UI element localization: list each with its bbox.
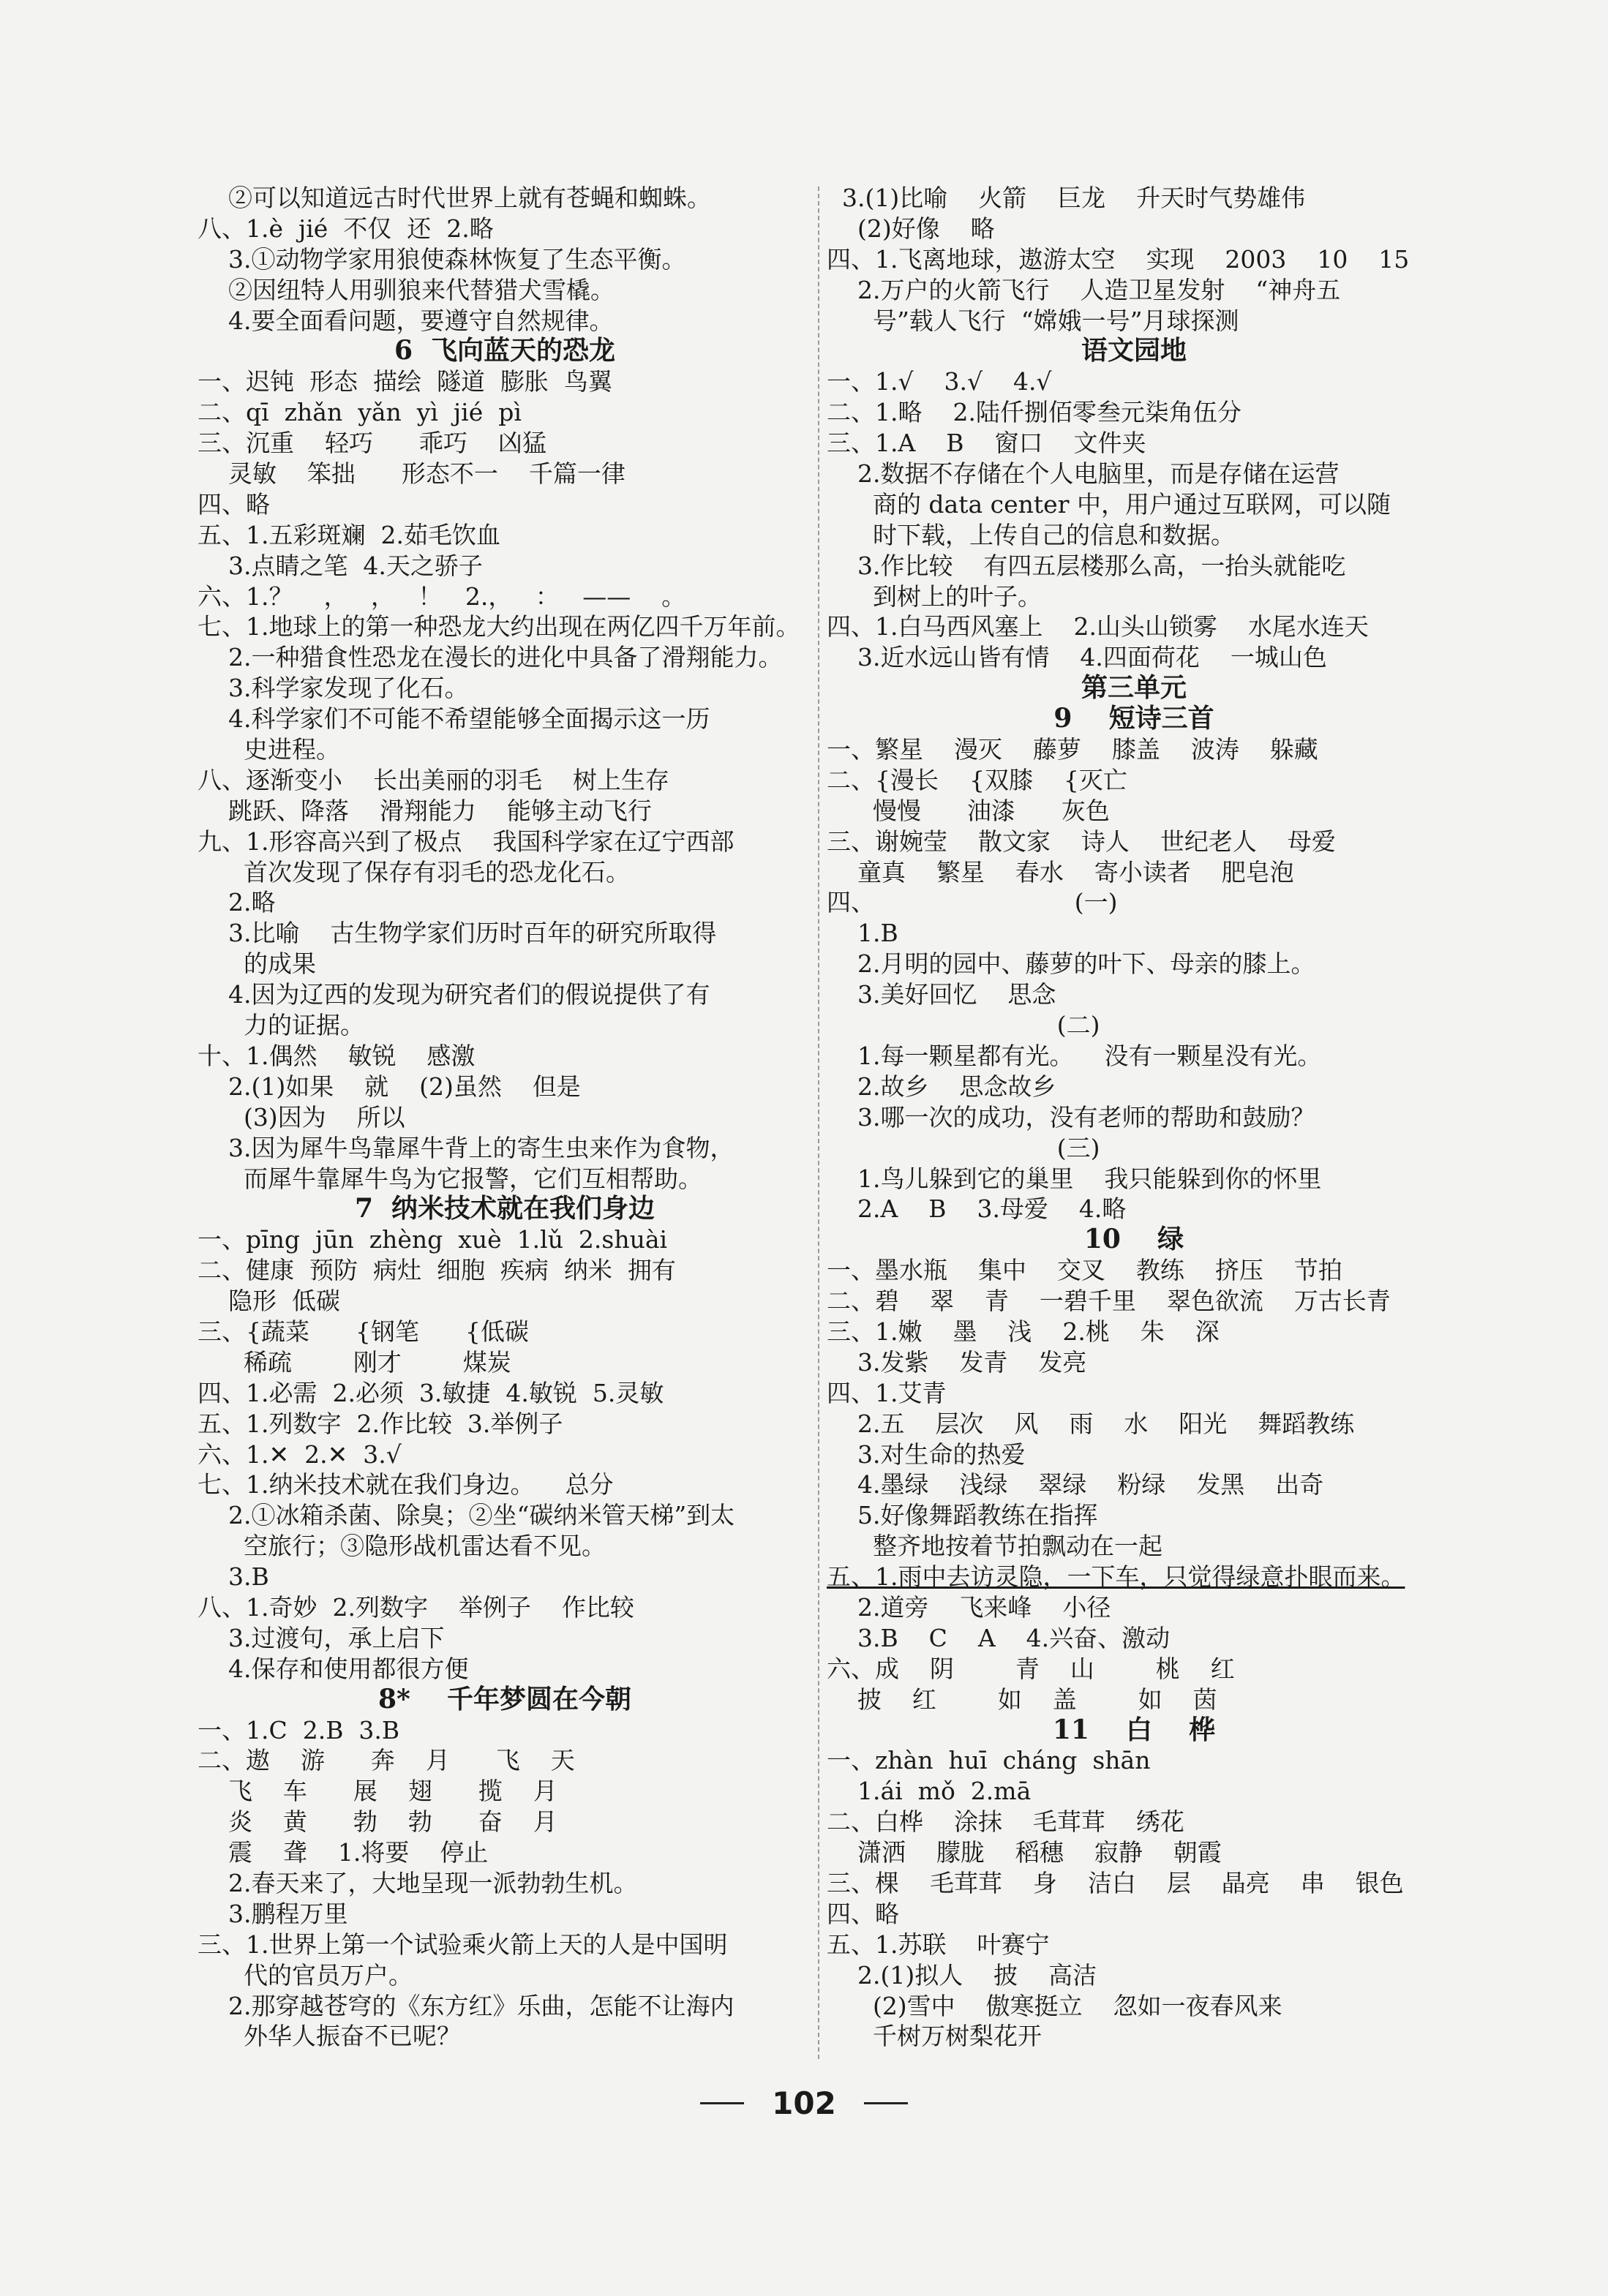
left-answer-line: 而犀牛靠犀牛鸟为它报警，它们互相帮助。 — [198, 1164, 702, 1193]
right-answer-line: (2)好像 略 — [827, 214, 995, 243]
left-answer-line: 炎 黄 勃 勃 奋 月 — [198, 1807, 557, 1837]
right-answer-line: 二、碧 翠 青 一碧千里 翠色欲流 万古长青 — [827, 1287, 1391, 1316]
left-answer-line: 3.科学家发现了化石。 — [198, 674, 469, 703]
right-answer-line: 3.B C A 4.兴奋、激动 — [827, 1623, 1171, 1652]
right-answer-line: 1.ái mǒ 2.mā — [827, 1777, 1032, 1806]
right-answer-line: 二、{漫长 {双膝 {灭亡 — [827, 765, 1127, 794]
left-answer-line: 4.因为辽西的发现为研究者们的假说提供了有 — [198, 980, 710, 1009]
right-answer-line: 2.道旁 飞来峰 小径 — [827, 1592, 1111, 1622]
right-answer-line: 到树上的叶子。 — [827, 581, 1042, 611]
right-answer-line: 四、 (一) — [827, 888, 1118, 917]
page-number: 102 — [772, 2085, 836, 2121]
left-answer-line: 八、1.奇妙 2.列数字 举例子 作比较 — [198, 1592, 634, 1622]
right-answer-line: (2)雪中 傲寒挺立 忽如一夜春风来 — [827, 1991, 1282, 2020]
page-footer — [0, 2083, 1608, 2121]
right-answer-line: 4.墨绿 浅绿 翠绿 粉绿 发黑 出奇 — [827, 1470, 1324, 1499]
right-answer-line: 一、zhàn huī cháng shān — [827, 1746, 1151, 1775]
left-answer-line: 3.过渡句，承上启下 — [198, 1623, 445, 1652]
left-answer-line: 3.因为犀牛鸟靠犀牛背上的寄生虫来作为食物， — [198, 1133, 735, 1162]
left-answer-line: 3.比喻 古生物学家们历时百年的研究所取得 — [198, 919, 717, 948]
left-answer-line: 外华人振奋不已呢？ — [198, 2022, 461, 2051]
left-answer-line: 代的官员万户。 — [198, 1960, 413, 1990]
right-answer-line: 整齐地按着节拍飘动在一起 — [827, 1532, 1162, 1561]
right-answer-line: 二、白桦 涂抹 毛茸茸 绣花 — [827, 1807, 1184, 1837]
right-answer-line: 1.鸟儿躲到它的巢里 我只能躲到你的怀里 — [827, 1164, 1322, 1193]
right-answer-line: 2.(1)拟人 披 高洁 — [827, 1960, 1097, 1990]
right-answer-line: 3.对生命的热爱 — [827, 1439, 1026, 1469]
right-answer-line: 3.近水远山皆有情 4.四面荷花 一城山色 — [827, 643, 1327, 672]
left-answer-line: 稀疏 刚才 煤炭 — [198, 1347, 511, 1377]
left-answer-line: 2.略 — [198, 888, 276, 917]
left-answer-line: 3.B — [198, 1562, 269, 1592]
right-answer-line: 1.B — [827, 919, 898, 948]
right-answer-line: 3.发紫 发青 发亮 — [827, 1347, 1087, 1377]
left-answer-line: 三、沉重 轻巧 乖巧 凶猛 — [198, 429, 546, 458]
right-answer-line: 三、棵 毛茸茸 身 洁白 层 晶亮 串 银色 — [827, 1868, 1404, 1897]
left-answer-line: 三、{蔬菜 {钢笔 {低碳 — [198, 1317, 529, 1346]
right-answer-line: 慢慢 油漆 灰色 — [827, 796, 1110, 825]
right-section-heading: 第三单元 — [1081, 673, 1187, 704]
left-answer-line: 六、1.✕ 2.✕ 3.√ — [198, 1439, 402, 1469]
right-answer-line: 一、墨水瓶 集中 交叉 教练 挤压 节拍 — [827, 1256, 1342, 1285]
footer-dash-right — [864, 2102, 908, 2104]
left-answer-line: 隐形 低碳 — [198, 1287, 340, 1316]
right-answer-line: 四、略 — [827, 1899, 899, 1928]
left-answer-line: 四、1.必需 2.必须 3.敏捷 4.敏锐 5.灵敏 — [198, 1378, 664, 1407]
left-answer-line: 首次发现了保存有羽毛的恐龙化石。 — [198, 857, 630, 887]
right-answer-line: 千树万树梨花开 — [827, 2022, 1042, 2051]
left-answer-line: 七、1.地球上的第一种恐龙大约出现在两亿四千万年前。 — [198, 612, 800, 641]
right-answer-line: 号”载人飞行 “嫦娥一号”月球探测 — [827, 306, 1239, 335]
right-answer-line: 四、1.白马西风塞上 2.山头山锁雾 水尾水连天 — [827, 612, 1369, 641]
right-answer-line: 四、1.艾青 — [827, 1378, 947, 1407]
right-answer-line: 三、1.嫩 墨 浅 2.桃 朱 深 — [827, 1317, 1220, 1346]
left-answer-line: ②因纽特人用驯狼来代替猎犬雪橇。 — [198, 275, 615, 304]
left-answer-line: 八、1.è jié 不仅 还 2.略 — [198, 214, 494, 243]
left-answer-line: 一、迟钝 形态 描绘 隧道 膨胀 鸟翼 — [198, 367, 612, 396]
right-answer-line: 2.故乡 思念故乡 — [827, 1072, 1056, 1101]
right-answer-line: 三、1.A B 窗口 文件夹 — [827, 429, 1146, 458]
left-answer-line: 4.科学家们不可能不希望能够全面揭示这一历 — [198, 704, 710, 734]
left-section-heading: 8* 千年梦圆在今朝 — [377, 1684, 631, 1715]
left-section-heading: 7 纳米技术就在我们身边 — [354, 1194, 655, 1224]
footer-dash-left — [700, 2102, 744, 2104]
left-answer-line: 八、逐渐变小 长出美丽的羽毛 树上生存 — [198, 765, 669, 794]
right-section-heading: 10 绿 — [1083, 1224, 1184, 1255]
left-answer-line: 九、1.形容高兴到了极点 我国科学家在辽宁西部 — [198, 827, 735, 856]
left-answer-line: 2.(1)如果 就 (2)虽然 但是 — [198, 1072, 581, 1101]
right-answer-line: 一、1.√ 3.√ 4.√ — [827, 367, 1052, 396]
left-answer-line: 3.①动物学家用狼使森林恢复了生态平衡。 — [198, 244, 686, 274]
left-answer-line: 飞 车 展 翅 揽 月 — [198, 1777, 557, 1806]
left-answer-line: 2.春天来了，大地呈现一派勃勃生机。 — [198, 1868, 638, 1897]
right-answer-line: 2.A B 3.母爱 4.略 — [827, 1194, 1127, 1224]
left-answer-line: 2.一种猎食性恐龙在漫长的进化中具备了滑翔能力。 — [198, 643, 783, 672]
left-answer-line: 五、1.列数字 2.作比较 3.举例子 — [198, 1409, 563, 1438]
left-answer-line: 一、pīng jūn zhèng xuè 1.lǔ 2.shuài — [198, 1225, 668, 1254]
right-answer-line: (二) — [827, 1011, 1100, 1040]
right-answer-line: 2.月明的园中、藤萝的叶下、母亲的膝上。 — [827, 949, 1315, 979]
left-answer-line: 跳跃、降落 滑翔能力 能够主动飞行 — [198, 796, 652, 825]
left-answer-line: 七、1.纳米技术就在我们身边。 总分 — [198, 1470, 614, 1499]
right-section-heading: 11 白 桦 — [1052, 1715, 1216, 1745]
right-answer-line: 四、1.飞离地球，遨游太空 实现 2003 10 15 — [827, 244, 1410, 274]
right-column — [827, 183, 1441, 2052]
left-answer-line: 四、略 — [198, 489, 270, 519]
right-answer-line: 一、繁星 漫灭 藤萝 膝盖 波涛 躲藏 — [827, 735, 1318, 764]
left-answer-line: 灵敏 笨拙 形态不一 千篇一律 — [198, 459, 625, 489]
left-answer-line: 三、1.世界上第一个试验乘火箭上天的人是中国明 — [198, 1930, 728, 1959]
left-answer-line: 五、1.五彩斑斓 2.茹毛饮血 — [198, 520, 500, 549]
right-answer-line: 六、成 阴 青 山 桃 红 — [827, 1654, 1235, 1683]
left-answer-line: 二、健康 预防 病灶 细胞 疾病 纳米 拥有 — [198, 1256, 676, 1285]
right-answer-line: 2.数据不存储在个人电脑里，而是存储在运营 — [827, 459, 1340, 489]
right-section-heading: 9 短诗三首 — [1053, 704, 1214, 734]
right-answer-line: 1.每一颗星都有光。 没有一颗星没有光。 — [827, 1041, 1322, 1070]
right-answer-line: 3.美好回忆 思念 — [827, 980, 1056, 1009]
left-column — [198, 183, 812, 2052]
left-section-heading: 6 飞向蓝天的恐龙 — [394, 336, 616, 366]
right-answer-line: 三、谢婉莹 散文家 诗人 世纪老人 母爱 — [827, 827, 1336, 856]
right-answer-line: 2.五 层次 风 雨 水 阳光 舞蹈教练 — [827, 1409, 1355, 1438]
left-answer-line: 史进程。 — [198, 735, 340, 764]
right-answer-line: 时下载，上传自己的信息和数据。 — [827, 520, 1235, 549]
left-answer-line: 六、1.？ ， ， ！ 2.， ： —— 。 — [198, 581, 686, 611]
right-answer-line: 3.(1)比喻 火箭 巨龙 升天时气势雄伟 — [827, 184, 1306, 212]
left-answer-line: 2.那穿越苍穹的《东方红》乐曲，怎能不让海内 — [198, 1991, 735, 2020]
right-answer-line: 五、1.雨中去访灵隐，一下车，只觉得绿意扑眼而来。 — [827, 1562, 1405, 1592]
left-answer-line: 空旅行；③隐形战机雷达看不见。 — [198, 1532, 606, 1561]
right-answer-line: 二、1.略 2.陆仟捌佰零叁元柒角伍分 — [827, 398, 1241, 427]
left-answer-line: 的成果 — [198, 949, 316, 979]
left-answer-line: 一、1.C 2.B 3.B — [198, 1715, 400, 1744]
left-answer-line: 二、遨 游 奔 月 飞 天 — [198, 1746, 575, 1775]
right-section-heading: 语文园地 — [1081, 336, 1187, 366]
right-answer-line: 商的 data center 中，用户通过互联网，可以随 — [827, 489, 1391, 519]
right-answer-line: 五、1.苏联 叶赛宁 — [827, 1930, 1050, 1959]
left-answer-line: 十、1.偶然 敏锐 感激 — [198, 1041, 476, 1070]
left-answer-line: ②可以知道远古时代世界上就有苍蝇和蜘蛛。 — [198, 184, 711, 212]
left-answer-line: 4.保存和使用都很方便 — [198, 1654, 469, 1683]
left-answer-line: 2.①冰箱杀菌、除臭；②坐“碳纳米管天梯”到太 — [198, 1501, 735, 1530]
left-answer-line: 二、qī zhǎn yǎn yì jié pì — [198, 398, 522, 427]
left-answer-line: 4.要全面看问题，要遵守自然规律。 — [198, 306, 614, 335]
right-answer-line: 3.作比较 有四五层楼那么高，一抬头就能吃 — [827, 551, 1346, 580]
left-answer-line: 力的证据。 — [198, 1011, 364, 1040]
column-divider — [818, 187, 819, 2059]
right-answer-line: 5.好像舞蹈教练在指挥 — [827, 1501, 1098, 1530]
right-answer-line: (三) — [827, 1133, 1100, 1162]
right-answer-line: 3.哪一次的成功，没有老师的帮助和鼓励？ — [827, 1102, 1315, 1132]
left-answer-line: 震 聋 1.将要 停止 — [198, 1838, 489, 1867]
right-answer-line: 披 红 如 盖 如 茵 — [827, 1685, 1217, 1714]
right-answer-line: 童真 繁星 春水 寄小读者 肥皂泡 — [827, 857, 1294, 887]
left-answer-line: (3)因为 所以 — [198, 1102, 405, 1132]
left-answer-line: 3.点睛之笔 4.天之骄子 — [198, 551, 483, 580]
right-answer-line: 2.万户的火箭飞行 人造卫星发射 “神舟五 — [827, 275, 1341, 304]
left-answer-line: 3.鹏程万里 — [198, 1899, 348, 1928]
right-answer-line: 潇洒 朦胧 稻穗 寂静 朝霞 — [827, 1838, 1222, 1867]
